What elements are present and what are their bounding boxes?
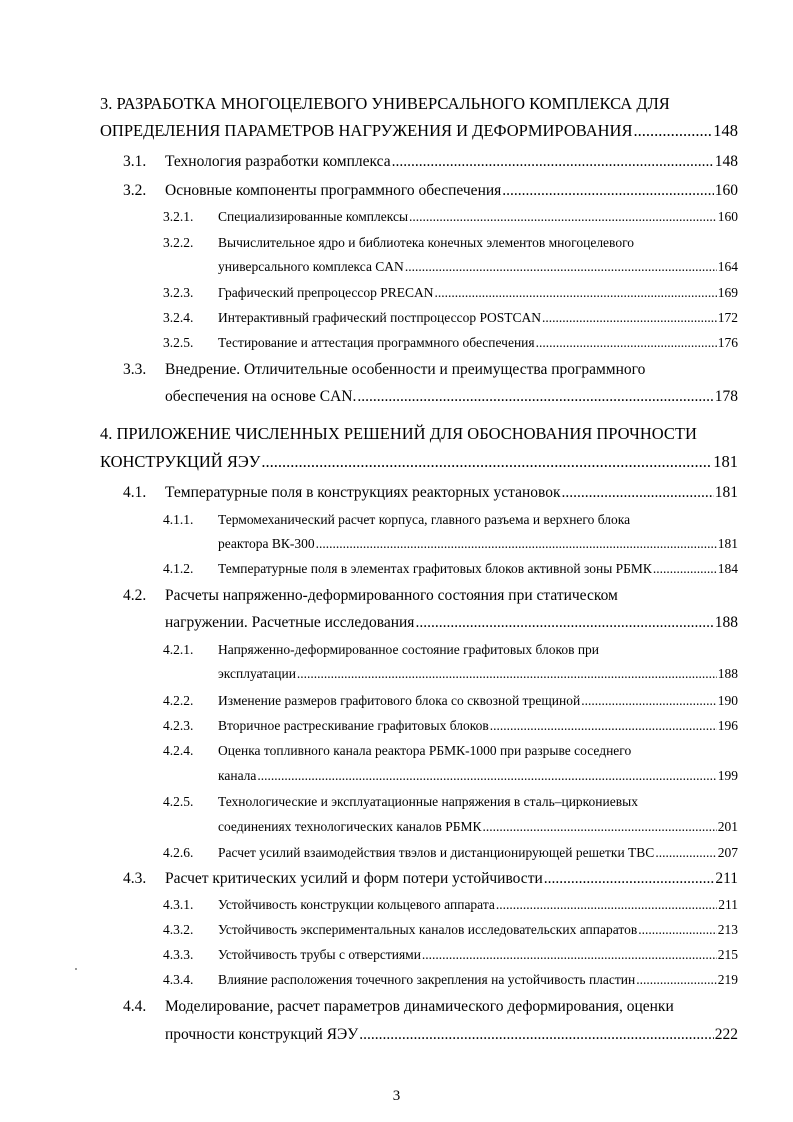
toc-num-4-2: 4.2.: [123, 587, 147, 604]
toc-num-4-1: 4.1.: [123, 484, 147, 501]
toc-subsection-4-2-6[interactable]: Расчет усилий взаимодействия твэлов и дистанционирующей решетки ТВС ..... 207: [218, 845, 738, 861]
toc-num-4-2-2: 4.2.2.: [163, 693, 194, 708]
toc-section-3-3[interactable]: обеспечения на основе CAN. ..... 178: [165, 388, 738, 406]
toc-num-4-2-3: 4.2.3.: [163, 718, 194, 733]
toc-num-3-2-1: 3.2.1.: [163, 209, 194, 224]
toc-section-4-4-line1: Моделирование, расчет параметров динамического деформирования, оценки: [165, 998, 674, 1015]
toc-chapter-4-line1: 4. ПРИЛОЖЕНИЕ ЧИСЛЕННЫХ РЕШЕНИЙ ДЛЯ ОБОСНОВАНИЯ ПРОЧНОСТИ: [100, 424, 697, 443]
toc-subsection-4-1-1-line1: Термомеханический расчет корпуса, главного разъема и верхнего блока: [218, 512, 631, 527]
toc-subsection-4-2-4-line1: Оценка топливного канала реактора РБМК-1000 при разрыве соседнего: [218, 743, 632, 758]
toc-subsection-3-2-2[interactable]: универсального комплекса CAN ..... 164: [218, 259, 738, 275]
toc-subsection-4-2-5[interactable]: соединениях технологических каналов РБМК ..... 201: [218, 819, 738, 835]
toc-section-4-3[interactable]: Расчет критических усилий и форм потери устойчивости ..... 211: [165, 870, 738, 888]
toc-num-4-2-4: 4.2.4.: [163, 743, 194, 758]
toc-num-4-1-1: 4.1.1.: [163, 512, 194, 527]
toc-num-4-2-5: 4.2.5.: [163, 794, 194, 809]
toc-section-4-1[interactable]: Температурные поля в конструкциях реакторных установок ..... 181: [165, 484, 738, 502]
toc-num-3-2-5: 3.2.5.: [163, 335, 194, 350]
toc-subsection-4-3-2[interactable]: Устойчивость экспериментальных каналов исследовательских аппаратов ..... 213: [218, 922, 738, 938]
toc-subsection-4-2-1-line1: Напряженно-деформированное состояние графитовых блоков при: [218, 642, 600, 657]
toc-subsection-3-2-5[interactable]: Тестирование и аттестация программного обеспечения ..... 176: [218, 335, 738, 351]
toc-subsection-4-2-2[interactable]: Изменение размеров графитового блока со сквозной трещиной ..... 190: [218, 693, 738, 709]
toc-num-3-2-3: 3.2.3.: [163, 285, 194, 300]
toc-num-4-1-2: 4.1.2.: [163, 561, 194, 576]
toc-subsection-4-2-1[interactable]: эксплуатации ..... 188: [218, 666, 738, 682]
toc-subsection-3-2-4[interactable]: Интерактивный графический постпроцессор POSTCAN ..... 172: [218, 310, 738, 326]
toc-subsection-3-2-3[interactable]: Графический препроцессор PRECAN ..... 169: [218, 285, 738, 301]
toc-section-3-3-line1: Внедрение. Отличительные особенности и преимущества программного: [165, 361, 646, 378]
toc-num-4-4: 4.4.: [123, 998, 147, 1015]
toc-num-4-2-6: 4.2.6.: [163, 845, 194, 860]
toc-num-4-3-3: 4.3.3.: [163, 947, 194, 962]
toc-section-3-2[interactable]: Основные компоненты программного обеспечения ..... 160: [165, 182, 738, 200]
toc-subsection-4-1-2[interactable]: Температурные поля в элементах графитовых блоков активной зоны РБМК ..... 184: [218, 561, 738, 577]
toc-num-3-2-2: 3.2.2.: [163, 235, 194, 250]
toc-subsection-4-3-3[interactable]: Устойчивость трубы с отверстиями ..... 215: [218, 947, 738, 963]
toc-section-4-2-line1: Расчеты напряженно-деформированного состояния при статическом: [165, 587, 618, 604]
toc-subsection-4-3-4[interactable]: Влияние расположения точечного закрепления на устойчивость пластин ..... 219: [218, 972, 738, 988]
page-number: 3: [392, 1088, 401, 1104]
toc-chapter-3-line1: 3. РАЗРАБОТКА МНОГОЦЕЛЕВОГО УНИВЕРСАЛЬНОГО КОМПЛЕКСА ДЛЯ: [100, 94, 670, 113]
toc-num-4-3-4: 4.3.4.: [163, 972, 194, 987]
toc-subsection-4-2-3[interactable]: Вторичное растрескивание графитовых блоков ..... 196: [218, 718, 738, 734]
toc-num-4-3: 4.3.: [123, 870, 147, 887]
scan-speck: [75, 968, 77, 970]
toc-chapter-4[interactable]: КОНСТРУКЦИЙ ЯЭУ ..... 181: [100, 452, 738, 472]
toc-num-3-2: 3.2.: [123, 182, 147, 199]
toc-subsection-3-2-1[interactable]: Специализированные комплексы ..... 160: [218, 209, 738, 225]
toc-num-4-3-1: 4.3.1.: [163, 897, 194, 912]
toc-num-3-1: 3.1.: [123, 153, 147, 170]
toc-num-3-2-4: 3.2.4.: [163, 310, 194, 325]
toc-section-4-2[interactable]: нагружении. Расчетные исследования ..... 188: [165, 614, 738, 632]
toc-num-3-3: 3.3.: [123, 361, 147, 378]
toc-num-4-3-2: 4.3.2.: [163, 922, 194, 937]
toc-subsection-4-3-1[interactable]: Устойчивость конструкции кольцевого аппарата ..... 211: [218, 897, 738, 913]
toc-chapter-3[interactable]: ОПРЕДЕЛЕНИЯ ПАРАМЕТРОВ НАГРУЖЕНИЯ И ДЕФОРМИРОВАНИЯ ..... 148: [100, 121, 738, 141]
toc-section-3-1[interactable]: Технология разработки комплекса ..... 148: [165, 153, 738, 171]
toc-subsection-3-2-2-line1: Вычислительное ядро и библиотека конечных элементов многоцелевого: [218, 235, 635, 250]
toc-section-4-4[interactable]: прочности конструкций ЯЭУ ..... 222: [165, 1026, 738, 1044]
toc-subsection-4-2-4[interactable]: канала ..... 199: [218, 768, 738, 784]
toc-num-4-2-1: 4.2.1.: [163, 642, 194, 657]
toc-subsection-4-1-1[interactable]: реактора ВК-300 ..... 181: [218, 536, 738, 552]
toc-subsection-4-2-5-line1: Технологические и эксплуатационные напряжения в сталь–циркониевых: [218, 794, 638, 809]
